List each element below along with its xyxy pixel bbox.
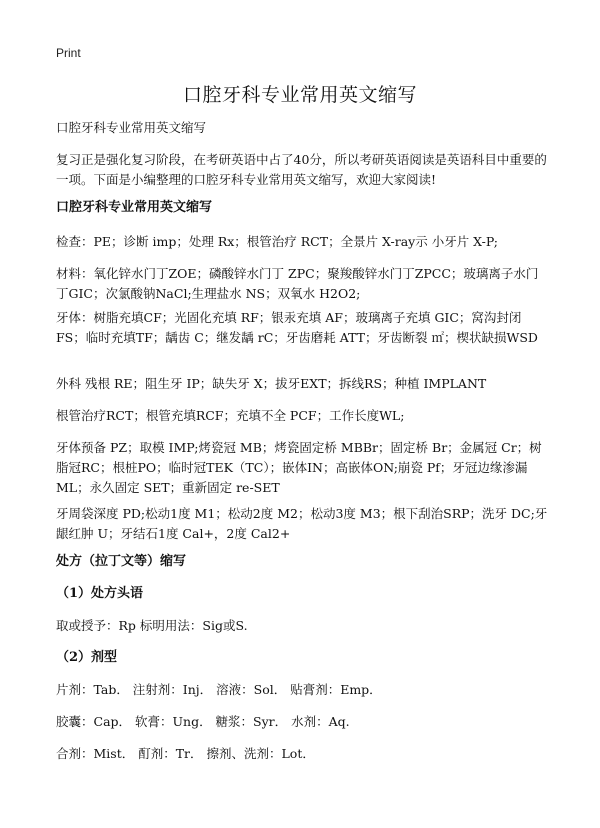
section-abbrev-heading: 口腔牙科专业常用英文缩写 xyxy=(56,200,213,215)
paragraph-prosthetics: 牙体预备 PZ；取模 IMP;烤瓷冠 MB；烤瓷固定桥 MBBr；固定桥 Br；金属冠 Cr；树脂冠RC；根桩PO；临时冠TEK（TC）；嵌体IN；高嵌体ON;崩瓷 Pf；牙冠边缘渗漏ML；永久固定 SET；重新固定 re-SET xyxy=(56,440,542,495)
dosage-line: 片剂：Tab． 注射剂：Inj． 溶液：Sol． 贴膏剂：Emp． xyxy=(56,682,382,697)
section-prescription-heading: 处方（拉丁文等）缩写 xyxy=(56,554,187,569)
page-title: 口腔牙科专业常用英文缩写 xyxy=(182,84,417,106)
sub-heading-dosage-form: （2）剂型 xyxy=(56,650,118,665)
paragraph-surgery: 外科 残根 RE；阻生牙 IP；缺失牙 X；拔牙EXT；拆线RS；种植 IMPLANT xyxy=(56,376,487,391)
paragraph-tooth-body: 牙体：树脂充填CF；光固化充填 RF；银汞充填 AF；玻璃离子充填 GIC；窝沟封闭 FS；临时充填TF；龋齿 C；继发龋 rC；牙齿磨耗 ATT；牙齿断裂 ㎡；楔状缺损WSD xyxy=(56,310,538,345)
paragraph-materials: 材料：氧化锌水门丁ZOE；磷酸锌水门丁 ZPC；聚羧酸锌水门丁ZPCC；玻璃离子水门丁GIC；次氯酸钠NaCl;生理盐水 NS；双氧水 H2O2; xyxy=(56,266,539,301)
paragraph-prescription-head: 取或授予：Rp 标明用法：Sig或S. xyxy=(56,618,248,633)
print-label[interactable]: Print xyxy=(56,46,81,60)
paragraph-root-canal: 根管治疗RCT；根管充填RCF；充填不全 PCF；工作长度WL; xyxy=(56,408,405,423)
intro-subtitle: 口腔牙科专业常用英文缩写 xyxy=(56,120,207,135)
sub-heading-prescription-head: （1）处方头语 xyxy=(56,586,144,601)
intro-paragraph: 复习正是强化复习阶段，在考研英语中占了40分，所以考研英语阅读是英语科目中重要的一项。下面是小编整理的口腔牙科专业常用英文缩写，欢迎大家阅读! xyxy=(56,152,547,187)
paragraph-exam: 检查：PE；诊断 imp；处理 Rx；根管治疗 RCT；全景片 X-ray示 小牙片 X-P; xyxy=(56,234,499,249)
dosage-line: 合剂：Mist． 酊剂：Tr． 擦剂、洗剂：Lot． xyxy=(56,746,315,761)
paragraph-periodontal: 牙周袋深度 PD;松动1度 M1；松动2度 M2；松动3度 M3；根下刮治SRP；洗牙 DC;牙龈红肿 U；牙结石1度 Cal+，2度 Cal2+ xyxy=(56,506,548,541)
dosage-line: 胶囊：Cap． 软膏：Ung． 糖浆：Syr． 水剂：Aq. xyxy=(56,714,350,729)
